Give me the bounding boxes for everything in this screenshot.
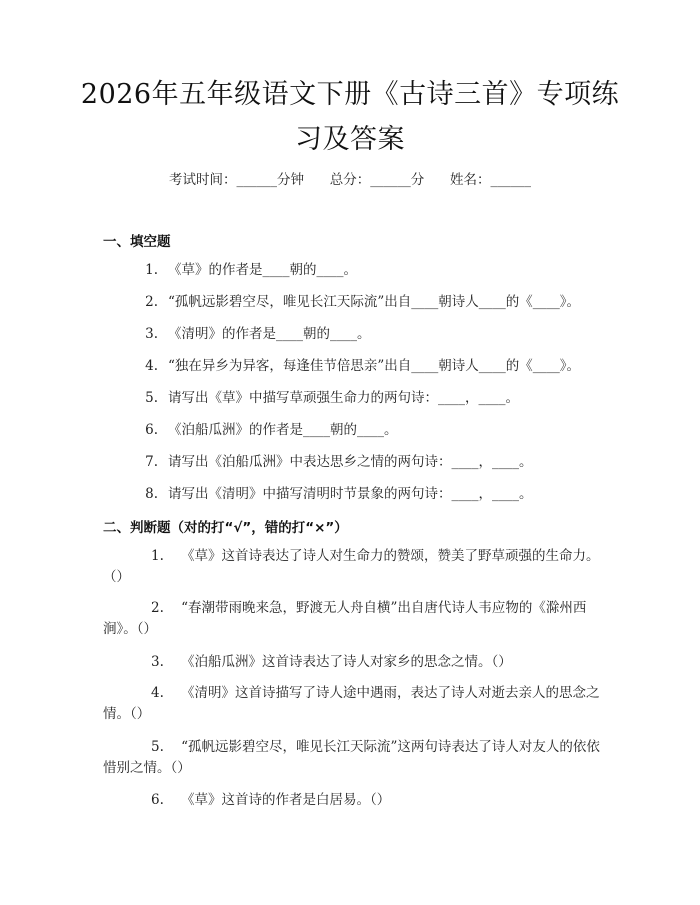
question-number: 4. (151, 685, 164, 701)
question-number: 8. (145, 486, 158, 502)
question-number: 6. (151, 792, 164, 808)
question-text: 《清明》这首诗描写了诗人途中遇雨，表达了诗人对逝去亲人的思念之情。（） (103, 685, 600, 722)
question-text: 《草》的作者是____朝的____。 (168, 262, 357, 278)
question-item (103, 598, 608, 640)
question-text: “独在异乡为异客，每逢佳节倍思亲”出自____朝诗人____的《____》。 (168, 358, 581, 374)
question-text: 《泊船瓜洲》的作者是____朝的____。 (168, 422, 398, 438)
section-heading-fill-blank: 一、填空题 (103, 234, 171, 250)
question-number: 4. (145, 358, 158, 374)
question-item (103, 737, 608, 779)
question-number: 6. (145, 422, 158, 438)
question-item (103, 683, 608, 725)
question-number: 7. (145, 454, 158, 470)
question-item (103, 292, 608, 313)
question-item (103, 452, 608, 473)
question-item (103, 388, 608, 409)
question-text: 《草》这首诗的作者是白居易。（） (181, 792, 391, 808)
question-number: 5. (145, 390, 158, 406)
question-number: 2. (151, 600, 164, 616)
question-text: 《草》这首诗表达了诗人对生命力的赞颂，赞美了野草顽强的生命力。（） (103, 548, 600, 585)
question-number: 2. (145, 294, 158, 310)
question-item (103, 420, 608, 441)
question-item (103, 790, 608, 811)
question-text: 请写出《泊船瓜洲》中表达思乡之情的两句诗：____，____。 (168, 454, 533, 470)
question-text: 《清明》的作者是____朝的____。 (168, 326, 371, 342)
question-number: 1. (145, 262, 158, 278)
question-number: 1. (151, 548, 164, 564)
question-item (103, 324, 608, 345)
question-item (103, 484, 608, 505)
question-item (103, 356, 608, 377)
question-text: 请写出《清明》中描写清明时节景象的两句诗：____，____。 (168, 486, 533, 502)
question-text: 《泊船瓜洲》这首诗表达了诗人对家乡的思念之情。（） (181, 654, 512, 670)
question-number: 3. (151, 654, 164, 670)
question-item (103, 260, 608, 281)
question-text: “春潮带雨晚来急，野渡无人舟自横”出自唐代诗人韦应物的《滁州西涧》。（） (103, 600, 587, 637)
exam-info-line: 考试时间：______分钟 总分：______分 姓名：______ (169, 172, 531, 188)
question-item (103, 652, 608, 673)
question-number: 5. (151, 739, 164, 755)
question-text: “孤帆远影碧空尽，唯见长江天际流”这两句诗表达了诗人对友人的依依惜别之情。（） (103, 739, 600, 776)
question-text: “孤帆远影碧空尽，唯见长江天际流”出自____朝诗人____的《____》。 (168, 294, 581, 310)
question-item (103, 546, 608, 588)
question-text: 请写出《草》中描写草顽强生命力的两句诗：____，____。 (168, 390, 519, 406)
page-title: 2026年五年级语文下册《古诗三首》专项练习及答案 (80, 79, 620, 155)
section-heading-true-false: 二、判断题（对的打“√”，错的打“×”） (103, 520, 348, 536)
question-number: 3. (145, 326, 158, 342)
